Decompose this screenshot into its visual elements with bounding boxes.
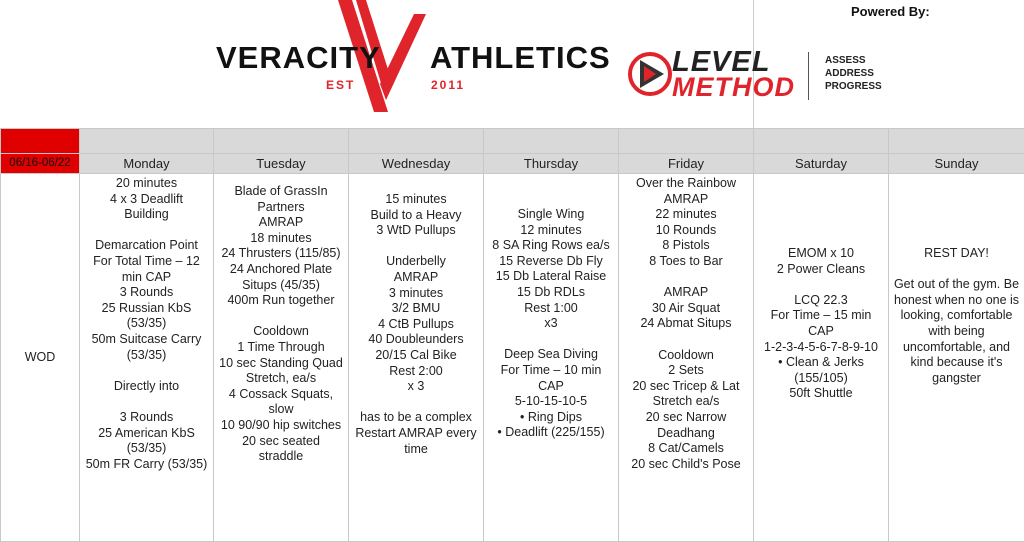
tagline-assess: ASSESS bbox=[825, 54, 882, 67]
veracity-logo-text: VERACITY bbox=[216, 40, 381, 76]
wod-text-saturday: EMOM x 10 2 Power Cleans LCQ 22.3 For Time – 15 min CAP 1-2-3-4-5-6-7-8-9-10 • Clean & Jerks (155/105) 50ft Shuttle bbox=[754, 174, 888, 541]
powered-by-label: Powered By: bbox=[851, 4, 930, 19]
day-header-saturday: Saturday bbox=[754, 154, 889, 174]
day-header-wednesday: Wednesday bbox=[349, 154, 484, 174]
spacer-cell-red bbox=[1, 129, 80, 154]
athletics-logo-text: ATHLETICS bbox=[430, 40, 611, 76]
wod-cell-monday bbox=[80, 174, 214, 542]
wod-cell-tuesday bbox=[214, 174, 349, 542]
day-header-sunday: Sunday bbox=[889, 154, 1024, 174]
wod-text-thursday: Single Wing 12 minutes 8 SA Ring Rows ea/s 15 Reverse Db Fly 15 Db Lateral Raise 15 Db RDLs Rest 1:00 x3 Deep Sea Diving For Time – 10 min CAP 5-10-15-10-5 • Ring Dips • Deadlift (225/155) bbox=[484, 174, 618, 502]
wod-cell-friday bbox=[619, 174, 754, 542]
day-header-thursday: Thursday bbox=[484, 154, 619, 174]
page-header bbox=[0, 0, 1024, 128]
level-logo-text: LEVEL bbox=[672, 46, 770, 79]
spacer-row bbox=[1, 129, 1024, 154]
wod-cell-saturday bbox=[754, 174, 889, 542]
level-method-logo-icon bbox=[628, 48, 672, 100]
level-method-tagline bbox=[825, 54, 882, 93]
wod-row bbox=[1, 174, 1024, 542]
wod-schedule-table bbox=[0, 128, 1024, 542]
day-header-tuesday: Tuesday bbox=[214, 154, 349, 174]
day-header-monday: Monday bbox=[80, 154, 214, 174]
logo-year-text: 2011 bbox=[431, 78, 465, 92]
wod-text-monday: 20 minutes 4 x 3 Deadlift Building Demarcation Point For Total Time – 12 min CAP 3 Rounds 25 Russian KbS (53/35) 50m Suitcase Carry (53/35) Directly into 3 Rounds 25 American KbS (53/35) 50m FR Carry (53/35) bbox=[80, 174, 213, 471]
wod-text-tuesday: Blade of GrassIn Partners AMRAP 18 minutes 24 Thrusters (115/85) 24 Anchored Plate Situps (45/35) 400m Run together Cooldown 1 Time Through 10 sec Standing Quad Stretch, ea/s 4 Cossack Squats, slow 10 90/90 hip switches 20 sec seated straddle bbox=[214, 174, 348, 479]
wod-cell-wednesday bbox=[349, 174, 484, 542]
method-logo-text: METHOD bbox=[672, 72, 795, 103]
logo-est-text: EST bbox=[326, 78, 355, 92]
wod-text-sunday: REST DAY! Get out of the gym. Be honest when no one is looking, comfortable with being uncomfortable, and kind because it's gangster bbox=[889, 174, 1024, 541]
wod-cell-sunday bbox=[889, 174, 1024, 542]
wod-row-label: WOD bbox=[1, 174, 80, 542]
wod-text-friday: Over the Rainbow AMRAP 22 minutes 10 Rounds 8 Pistols 8 Toes to Bar AMRAP 30 Air Squat 24 Abmat Situps Cooldown 2 Sets 20 sec Tricep & Lat Stretch ea/s 20 sec Narrow Deadhang 8 Cat/Camels 20 sec Child's Pose bbox=[619, 174, 753, 471]
wod-cell-thursday bbox=[484, 174, 619, 542]
tagline-progress: PROGRESS bbox=[825, 80, 882, 93]
wod-text-wednesday: 15 minutes Build to a Heavy 3 WtD Pullups Underbelly AMRAP 3 minutes 3/2 BMU 4 CtB Pullups 40 Doubleunders 20/15 Cal Bike Rest 2:00 x 3 has to be a complex Restart AMRAP every time bbox=[349, 174, 483, 487]
tagline-address: ADDRESS bbox=[825, 67, 882, 80]
date-range-cell: 06/16-06/22 bbox=[1, 154, 80, 174]
day-header-friday: Friday bbox=[619, 154, 754, 174]
logo-divider bbox=[808, 52, 809, 100]
day-header-row bbox=[1, 154, 1024, 174]
